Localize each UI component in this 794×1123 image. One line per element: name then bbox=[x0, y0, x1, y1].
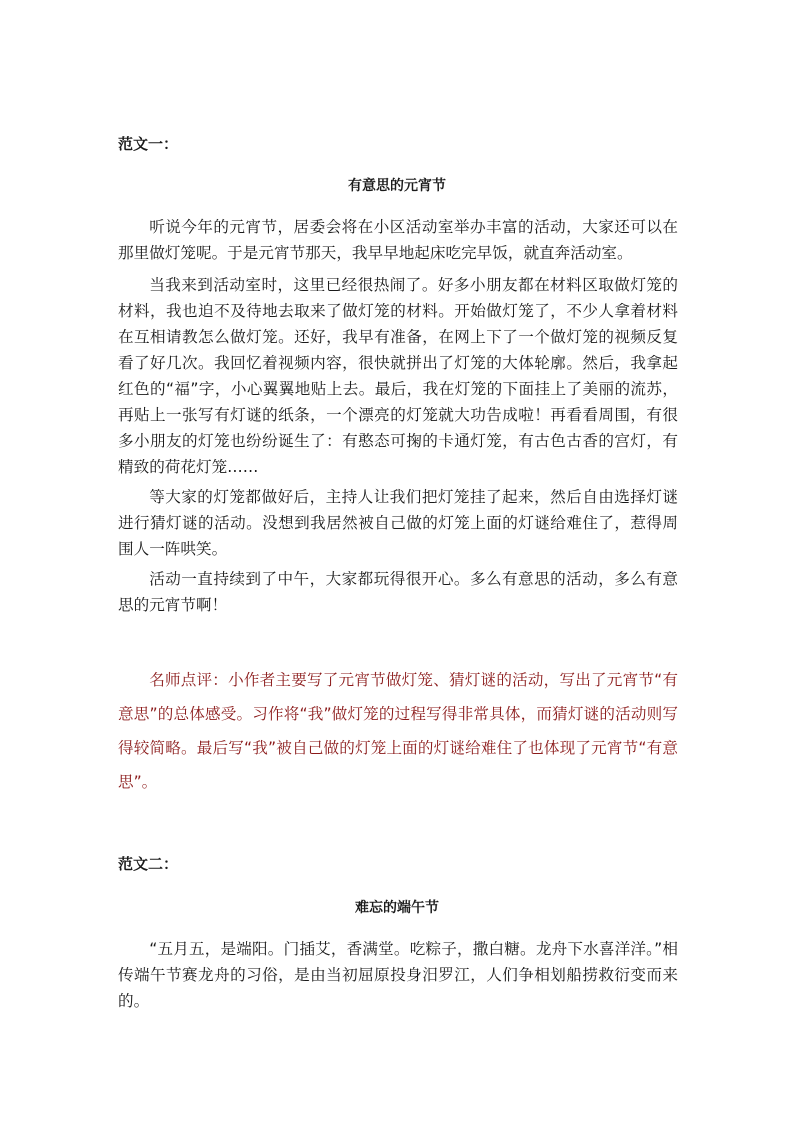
teacher-comment: 名师点评：小作者主要写了元宵节做灯笼、猜灯谜的活动，写出了元宵节“有意思”的总体感受。习作将“我”做灯笼的过程写得非常具体，而猜灯谜的活动则写得较简略。最后写“我”被自己做的灯笼上面的灯谜给难住了也体现了元宵节“有意思”。 bbox=[118, 671, 678, 791]
essay1-paragraph-1: 听说今年的元宵节，居委会将在小区活动室举办丰富的活动，大家还可以在那里做灯笼呢。于是元宵节那天，我早早地起床吃完早饭，就直奔活动室。 bbox=[118, 218, 678, 262]
essay2-title: 难忘的端午节 bbox=[355, 900, 439, 916]
essay1-paragraph-4: 活动一直持续到了中午，大家都玩得很开心。多么有意思的活动，多么有意思的元宵节啊！ bbox=[118, 570, 678, 614]
essay2-heading: 范文二： bbox=[118, 855, 179, 873]
essay1-heading: 范文一： bbox=[118, 135, 179, 153]
essay2-paragraph-1: “五月五，是端阳。门插艾，香满堂。吃粽子，撒白糖。龙舟下水喜洋洋。”相传端午节赛龙舟的习俗，是由当初屈原投身汨罗江，人们争相划船捞救衍变而来的。 bbox=[118, 940, 678, 1010]
essay1-title: 有意思的元宵节 bbox=[348, 178, 446, 194]
essay1-paragraph-3: 等大家的灯笼都做好后，主持人让我们把灯笼挂了起来，然后自由选择灯谜进行猜灯谜的活动。没想到我居然被自己做的灯笼上面的灯谜给难住了，惹得周围人一阵哄笑。 bbox=[118, 488, 678, 558]
essay1-paragraph-2: 当我来到活动室时，这里已经很热闹了。好多小朋友都在材料区取做灯笼的材料，我也迫不及待地去取来了做灯笼的材料。开始做灯笼了，不少人拿着材料在互相请教怎么做灯笼。还好，我早有准备，在网上下了一个做灯笼的视频反复看了好几次。我回忆着视频内容，很快就拼出了灯笼的大体轮廓。然后，我拿起红色的“福”字，小心翼翼地贴上去。最后，我在灯笼的下面挂上了美丽的流苏，再贴上一张写有灯谜的纸条，一个漂亮的灯笼就大功告成啦！再看看周围，有很多小朋友的灯笼也纷纷诞生了：有憨态可掬的卡通灯笼，有古色古香的宫灯，有精致的荷花灯笼…… bbox=[118, 276, 678, 476]
